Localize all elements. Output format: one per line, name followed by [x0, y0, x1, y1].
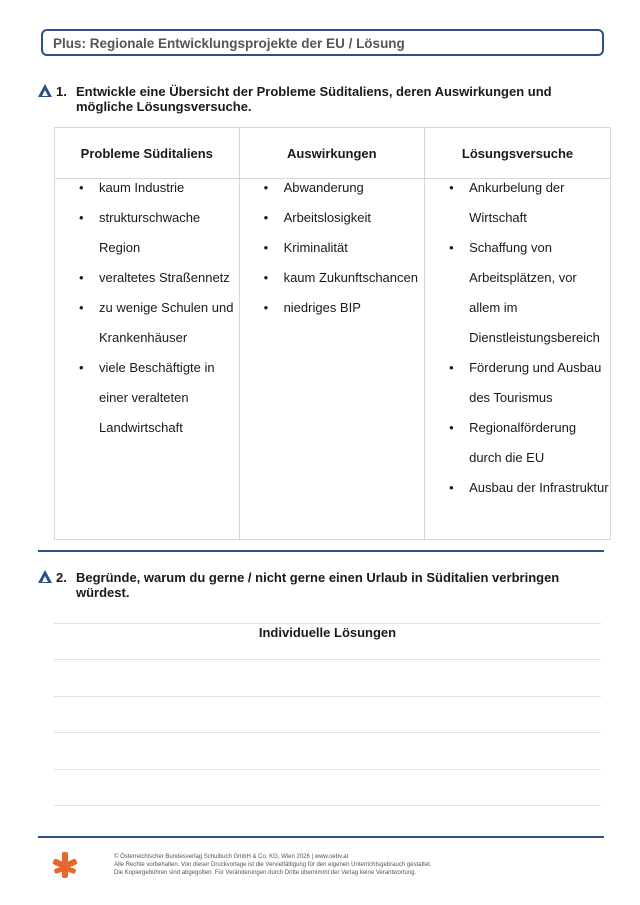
level-triangle-icon	[38, 84, 52, 97]
writing-line	[54, 623, 601, 624]
list-item: • viele Beschäftigte in einer veralteten Landwirtschaft	[55, 353, 239, 443]
task-text: Entwickle eine Übersicht der Probleme Süditaliens, deren Auswirkungen und mögliche Lösungsversuche.	[76, 84, 552, 114]
list-item: • Ankurbelung der Wirtschaft	[425, 173, 610, 233]
page-title: Plus: Regionale Entwicklungsprojekte der EU / Lösung	[53, 36, 405, 51]
writing-line	[54, 769, 601, 770]
solutions-cell	[425, 179, 611, 540]
answer-text: Individuelle Lösungen	[258, 625, 397, 640]
list-item: • strukturschwache Region	[55, 203, 239, 263]
writing-line	[54, 805, 601, 806]
footer-line: Die Kopiergebühren sind abgegolten. Für Veränderungen durch Dritte übernimmt der Verlag keine Verantwortung.	[114, 870, 417, 876]
section-divider	[38, 550, 604, 552]
footer-copyright	[114, 853, 432, 877]
column-header: Auswirkungen	[239, 128, 425, 179]
list-item: • niedriges BIP	[240, 293, 425, 323]
effects-cell	[239, 179, 425, 540]
list-item: • Ausbau der Infrastruktur	[425, 473, 610, 503]
footer-line: Alle Rechte vorbehalten. Von dieser Druckvorlage ist die Vervielfältigung für den eigenen Unterrichtsgebrauch gestattet.	[114, 862, 432, 868]
column-header: Lösungsversuche	[425, 128, 611, 179]
list-item: • Schaffung von Arbeitsplätzen, vor allem im Dienstleistungsbereich	[425, 233, 610, 353]
list-item: • Abwanderung	[240, 173, 425, 203]
list-item: • Kriminalität	[240, 233, 425, 263]
footer-line: © Österreichischer Bundesverlag Schulbuch GmbH & Co. KG, Wien 2026 | www.oebv.at	[114, 854, 349, 860]
list-item: • zu wenige Schulen und Krankenhäuser	[55, 293, 239, 353]
task-text: Begründe, warum du gerne / nicht gerne einen Urlaub in Süditalien verbringen würdest.	[76, 570, 560, 600]
overview-table	[54, 127, 611, 540]
writing-line	[54, 732, 601, 733]
title-box	[41, 29, 604, 56]
list-item: • Regionalförderung durch die EU	[425, 413, 610, 473]
list-item: • Arbeitslosigkeit	[240, 203, 425, 233]
level-triangle-icon	[38, 570, 52, 583]
publisher-logo-icon	[52, 851, 78, 879]
task-number: 2.	[56, 570, 67, 585]
list-item: • kaum Industrie	[55, 173, 239, 203]
writing-line	[54, 696, 601, 697]
writing-line	[54, 659, 601, 660]
task-number: 1.	[56, 84, 67, 99]
list-item: • veraltetes Straßennetz	[55, 263, 239, 293]
column-header: Probleme Süditaliens	[55, 128, 240, 179]
list-item: • kaum Zukunftschancen	[240, 263, 425, 293]
problems-cell	[55, 179, 240, 540]
footer-divider	[38, 836, 604, 838]
list-item: • Förderung und Ausbau des Tourismus	[425, 353, 610, 413]
